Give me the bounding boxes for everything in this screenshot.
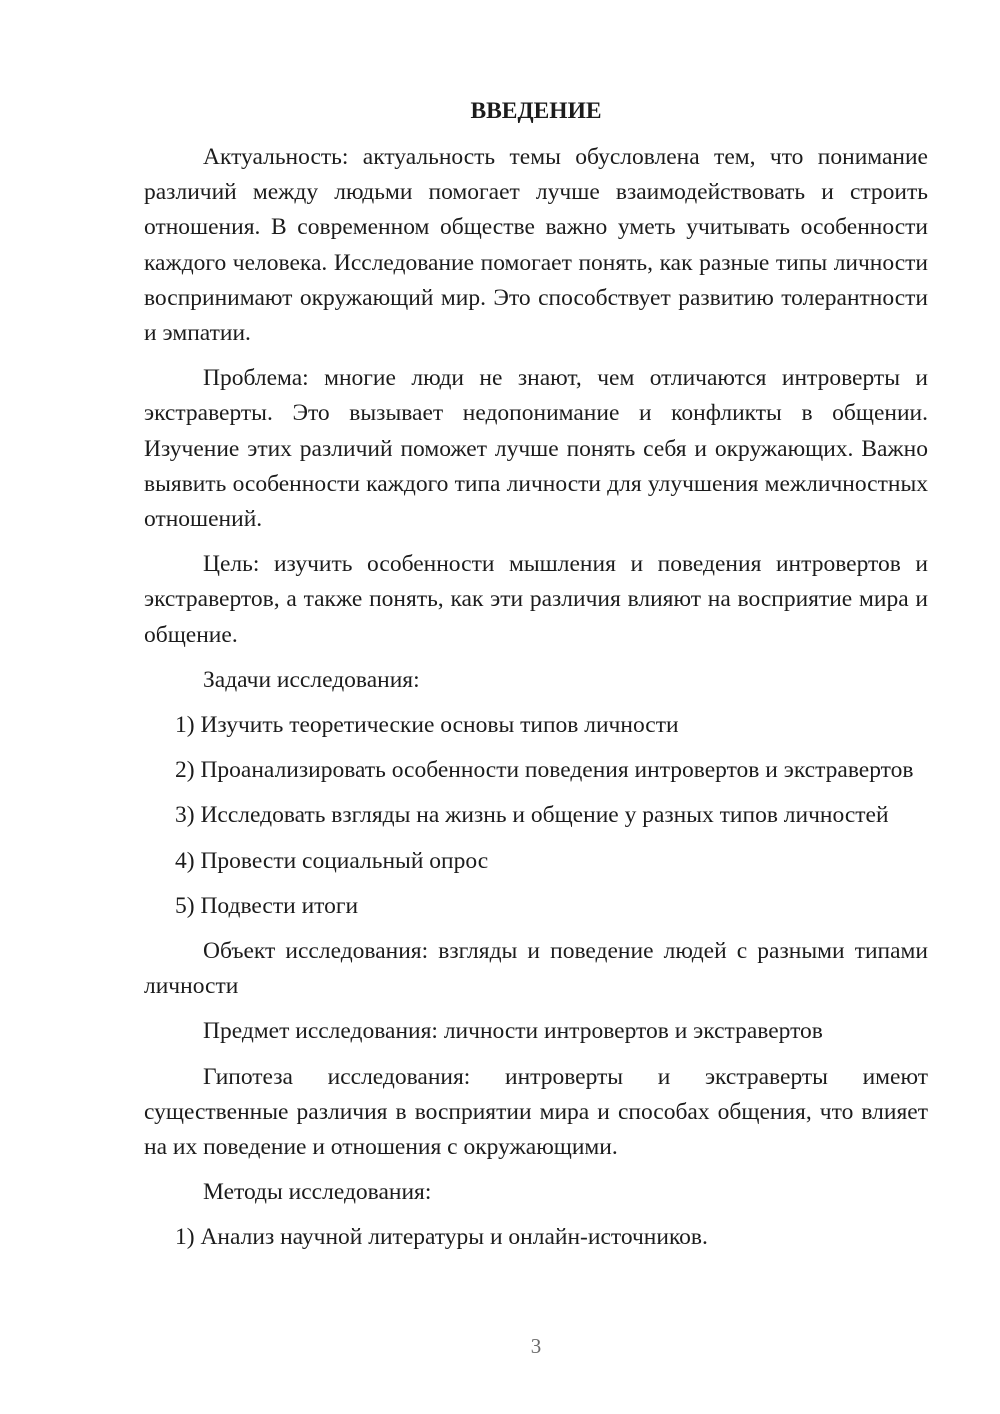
page-title: ВВЕДЕНИЕ [470,98,602,124]
page-content [144,96,928,1266]
methods-heading: Методы исследования: [203,1179,432,1206]
method-item: 1) Анализ научной литературы и онлайн-источников. [175,1224,708,1251]
task-item: 1) Изучить теоретические основы типов личности [175,712,679,739]
task-item: 5) Подвести итоги [175,892,359,919]
hypothesis-paragraph: Гипотеза исследования: интроверты и экстраверты имеют существенные различия в восприятии мира и способах общения, что влияет на их поведение и отношения с окружающими. [144,1063,928,1161]
goal-paragraph: Цель: изучить особенности мышления и поведения интровертов и экстравертов, а также понять, как эти различия влияют на восприятие мира и общение. [144,551,928,648]
task-item: 4) Провести социальный опрос [175,847,489,874]
task-item: 3) Исследовать взгляды на жизнь и общение у разных типов личностей [175,802,889,829]
problem-paragraph: Проблема: многие люди не знают, чем отличаются интроверты и экстраверты. Это вызывает недопонимание и конфликты в общении. Изучение этих различий поможет лучше понять себя и окружающих. Важно выявить особенности каждого типа личности для улучшения межличностных отношений. [144,365,928,533]
object-paragraph: Объект исследования: взгляды и поведение людей с разными типами личности [144,938,928,1000]
task-item: 2) Проанализировать особенности поведения интровертов и экстравертов [175,757,914,784]
page-number: 3 [530,1334,542,1358]
tasks-heading: Задачи исследования: [203,666,420,693]
subject-paragraph: Предмет исследования: личности интровертов и экстравертов [203,1018,823,1045]
relevance-paragraph: Актуальность: актуальность темы обусловлена тем, что понимание различий между людьми помогает лучше взаимодействовать и строить отношения. В современном обществе важно уметь учитывать особенности каждого человека. Исследование помогает понять, как разные типы личности воспринимают окружающий мир. Это способствует развитию толерантности и эмпатии. [144,144,928,347]
